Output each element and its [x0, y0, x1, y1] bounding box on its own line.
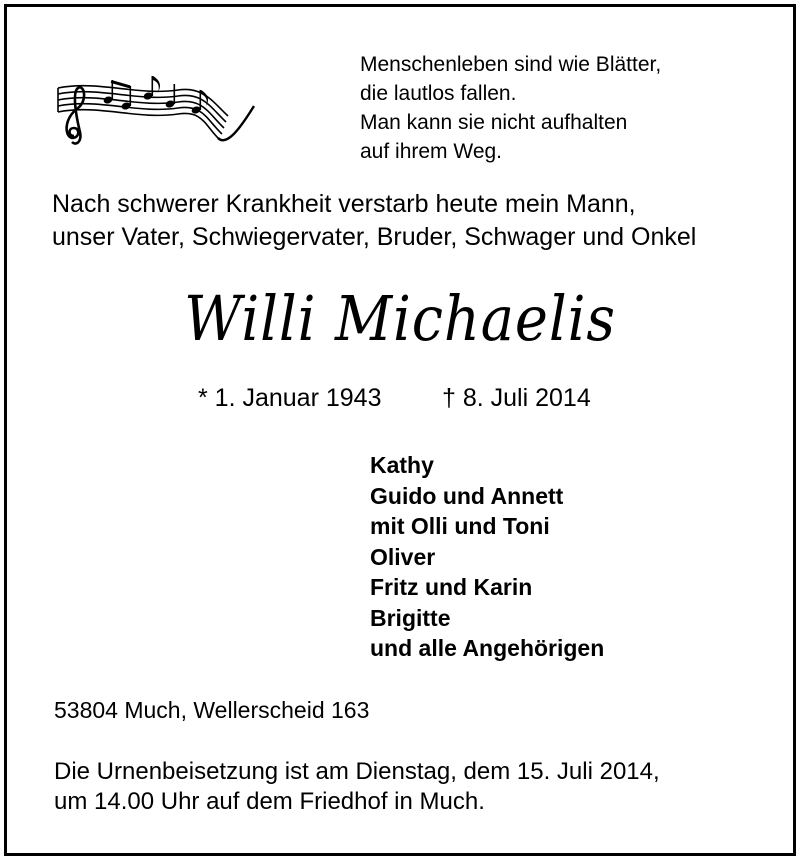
mourners-list [370, 450, 604, 664]
poem-line: auf ihrem Weg. [360, 140, 503, 163]
mourner-item: Fritz und Karin [370, 574, 533, 600]
death-date: † 8. Juli 2014 [442, 384, 591, 412]
poem-line: die lautlos fallen. [360, 82, 517, 105]
burial-line: Die Urnenbeisetzung ist am Dienstag, dem 15. Juli 2014, [54, 758, 660, 785]
burial-info [54, 757, 660, 817]
announcement-line: Nach schwerer Krankheit verstarb heute mein Mann, [52, 190, 636, 218]
announcement-text [52, 188, 696, 254]
mourner-item: Guido und Annett [370, 482, 564, 509]
mourner-item: und alle Angehörigen [370, 635, 605, 661]
deceased-name: Willi Michaelis [184, 282, 616, 355]
announcement-line: unser Vater, Schwiegervater, Bruder, Schwager und Onkel [52, 223, 697, 251]
burial-line: um 14.00 Uhr auf dem Friedhof in Much. [54, 788, 485, 815]
poem-line: Man kann sie nicht aufhalten [360, 111, 628, 134]
birth-date: * 1. Januar 1943 [198, 384, 382, 412]
address: 53804 Much, Wellerscheid 163 [54, 697, 370, 723]
mourner-item: mit Olli und Toni [370, 513, 550, 539]
mourner-item: Kathy [370, 452, 434, 478]
mourner-item: Oliver [370, 543, 436, 570]
mourner-item: Brigitte [370, 604, 451, 631]
music-notes-icon [48, 66, 258, 156]
poem-line: Menschenleben sind wie Blätter, [360, 53, 662, 76]
poem [360, 50, 661, 166]
